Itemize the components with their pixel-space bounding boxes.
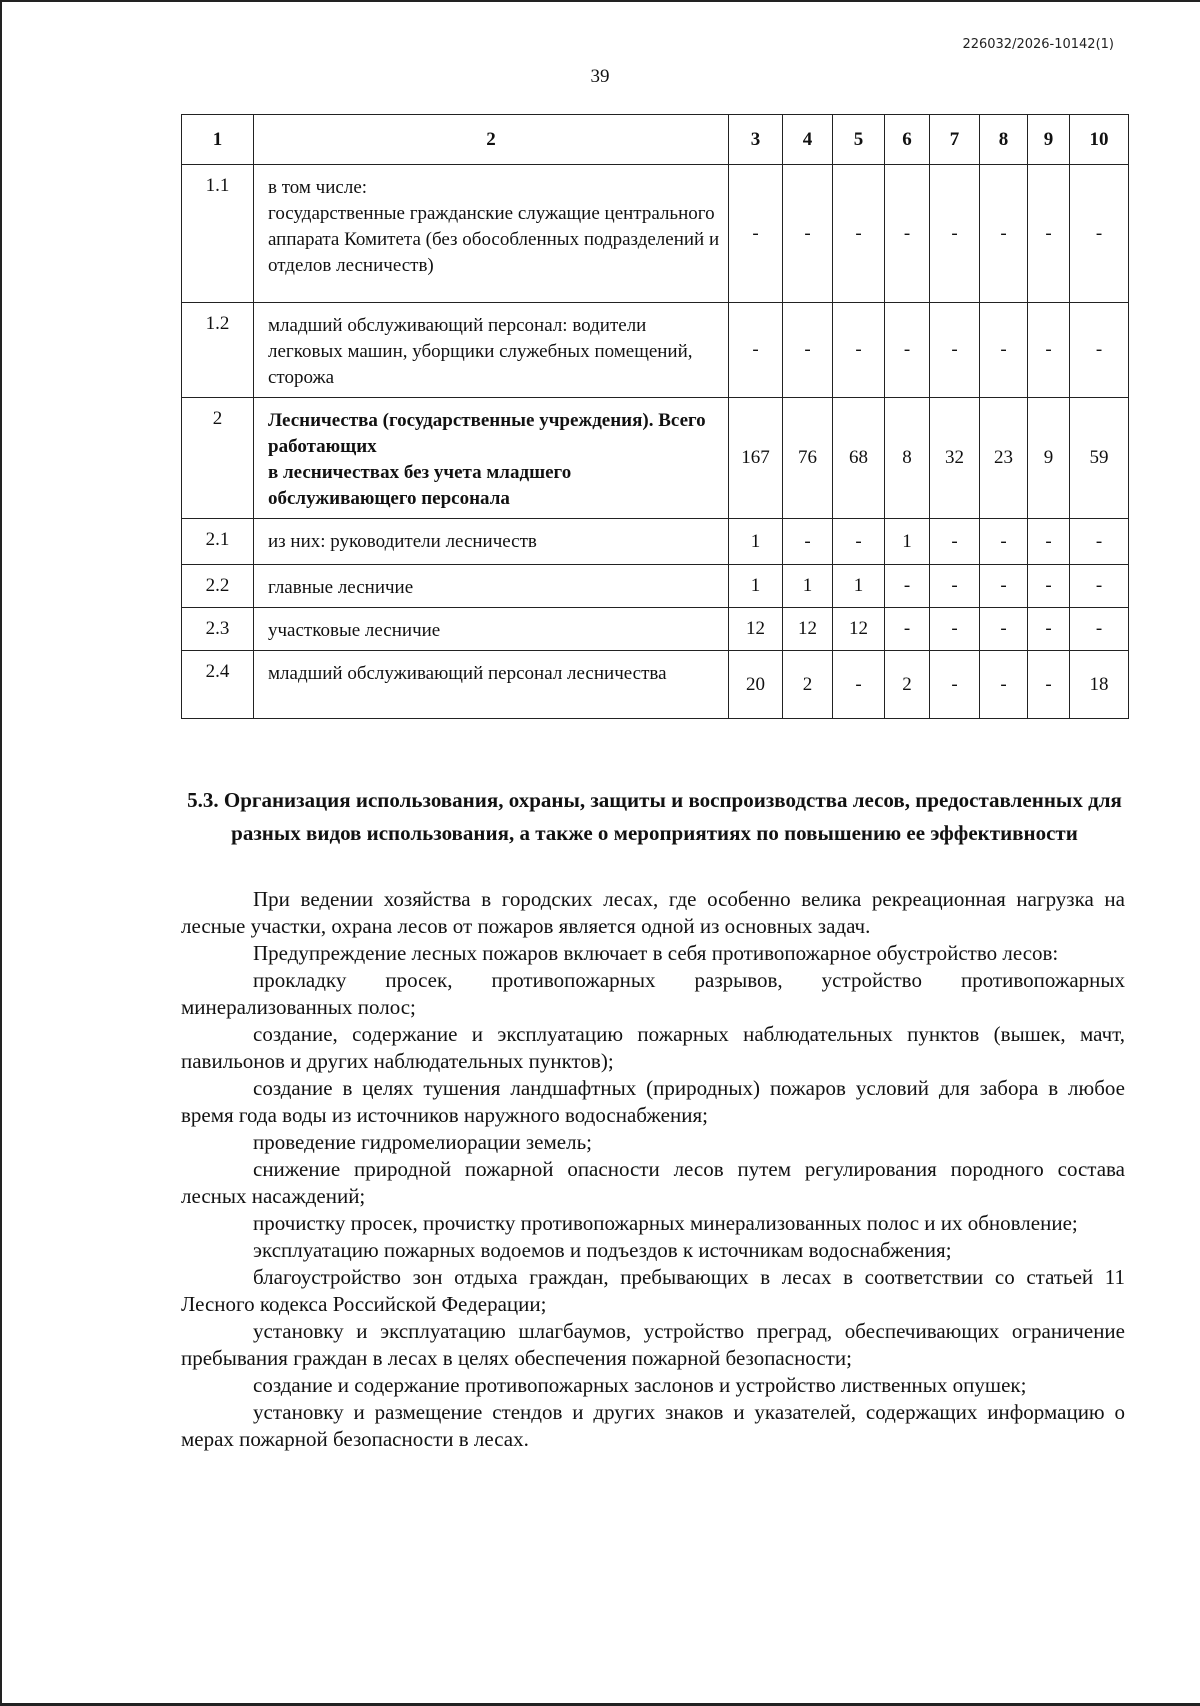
row-value: - [783, 165, 833, 303]
body-text [181, 886, 1125, 1453]
row-value: - [1070, 608, 1129, 651]
row-number: 2.3 [182, 608, 254, 651]
row-number: 1.2 [182, 303, 254, 398]
row-value: - [1028, 519, 1070, 565]
row-value: - [930, 565, 980, 608]
page-border-left [0, 0, 2, 1706]
column-header: 4 [783, 115, 833, 165]
row-value: 1 [729, 565, 783, 608]
row-value: - [1070, 303, 1129, 398]
table-row [182, 651, 1129, 719]
row-value: - [885, 303, 930, 398]
row-number: 2 [182, 398, 254, 519]
row-value: 59 [1070, 398, 1129, 519]
row-description: участковые лесничие [254, 608, 729, 651]
row-value: - [980, 519, 1028, 565]
row-value: 9 [1028, 398, 1070, 519]
row-value: 2 [885, 651, 930, 719]
row-number: 2.4 [182, 651, 254, 719]
page-border-top [0, 0, 1200, 2]
row-value: 18 [1070, 651, 1129, 719]
row-value: - [729, 165, 783, 303]
row-value: - [930, 608, 980, 651]
row-value: 12 [783, 608, 833, 651]
document-id: 226032/2026-10142(1) [962, 37, 1114, 52]
row-value: - [1028, 608, 1070, 651]
row-value: - [930, 165, 980, 303]
paragraph: создание, содержание и эксплуатацию пожарных наблюдательных пунктов (вышек, мачт, павильонов и других наблюдательных пунктов); [181, 1022, 1125, 1073]
row-value: - [1070, 165, 1129, 303]
row-value: - [1070, 565, 1129, 608]
row-value: - [833, 651, 885, 719]
row-description: младший обслуживающий персонал лесничества [254, 651, 729, 719]
row-description: младший обслуживающий персонал: водители легковых машин, уборщики служебных помещений, сторожа [254, 303, 729, 398]
row-value: - [783, 519, 833, 565]
row-value: 1 [729, 519, 783, 565]
row-value: - [833, 519, 885, 565]
table-row [182, 165, 1129, 303]
row-value: - [1028, 565, 1070, 608]
row-number: 2.1 [182, 519, 254, 565]
row-value: - [885, 608, 930, 651]
row-value: - [833, 165, 885, 303]
row-description: в том числе: государственные гражданские служащие центрального аппарата Комитета (без обособленных подразделений и отделов лесничеств) [254, 165, 729, 303]
row-value: - [930, 519, 980, 565]
row-description: Лесничества (государственные учреждения). Всего работающих в лесничествах без учета младшего обслуживающего персонала [254, 398, 729, 519]
row-value: 12 [833, 608, 885, 651]
row-value: - [980, 608, 1028, 651]
row-value: 167 [729, 398, 783, 519]
row-value: - [1028, 651, 1070, 719]
row-value: - [930, 651, 980, 719]
table-row [182, 565, 1129, 608]
column-header: 3 [729, 115, 783, 165]
paragraph: создание в целях тушения ландшафтных (природных) пожаров условий для забора в любое время года воды из источников наружного водоснабжения; [181, 1076, 1125, 1127]
column-header: 6 [885, 115, 930, 165]
row-value: - [885, 165, 930, 303]
row-value: 1 [833, 565, 885, 608]
row-value: 23 [980, 398, 1028, 519]
paragraph: проведение гидромелиорации земель; [253, 1130, 592, 1154]
column-header: 2 [254, 115, 729, 165]
row-value: - [1070, 519, 1129, 565]
row-description: главные лесничие [254, 565, 729, 608]
row-value: - [1028, 303, 1070, 398]
row-value: - [783, 303, 833, 398]
paragraph: прочистку просек, прочистку противопожарных минерализованных полос и их обновление; [253, 1211, 1078, 1235]
row-value: - [885, 565, 930, 608]
row-value: 76 [783, 398, 833, 519]
row-number: 1.1 [182, 165, 254, 303]
row-value: - [930, 303, 980, 398]
row-value: 20 [729, 651, 783, 719]
row-value: 1 [885, 519, 930, 565]
row-value: 12 [729, 608, 783, 651]
table-row [182, 398, 1129, 519]
column-header: 5 [833, 115, 885, 165]
column-header: 1 [182, 115, 254, 165]
row-value: - [980, 303, 1028, 398]
paragraph: установку и размещение стендов и других знаков и указателей, содержащих информацию о мерах пожарной безопасности в лесах. [181, 1400, 1125, 1451]
paragraph: эксплуатацию пожарных водоемов и подъездов к источникам водоснабжения; [253, 1238, 952, 1262]
paragraph: При ведении хозяйства в городских лесах, где особенно велика рекреационная нагрузка на лесные участки, охрана лесов от пожаров является одной из основных задач. [181, 887, 1125, 938]
row-value: 1 [783, 565, 833, 608]
table-row [182, 608, 1129, 651]
row-value: - [729, 303, 783, 398]
staff-table [181, 114, 1129, 719]
column-header: 9 [1028, 115, 1070, 165]
column-header: 7 [930, 115, 980, 165]
paragraph: создание и содержание противопожарных заслонов и устройство лиственных опушек; [253, 1373, 1027, 1397]
paragraph: прокладку просек, противопожарных разрывов, устройство противопожарных минерализованных полос; [181, 968, 1125, 1019]
row-value: - [980, 165, 1028, 303]
row-value: - [1028, 165, 1070, 303]
paragraph: благоустройство зон отдыха граждан, пребывающих в лесах в соответствии со статьей 11 Лесного кодекса Российской Федерации; [181, 1265, 1125, 1316]
row-value: 8 [885, 398, 930, 519]
table-body [182, 165, 1129, 719]
row-value: 68 [833, 398, 885, 519]
row-value: - [980, 651, 1028, 719]
row-number: 2.2 [182, 565, 254, 608]
row-value: - [980, 565, 1028, 608]
column-header: 10 [1070, 115, 1129, 165]
table-row [182, 303, 1129, 398]
row-value: 32 [930, 398, 980, 519]
row-value: 2 [783, 651, 833, 719]
paragraph: установку и эксплуатацию шлагбаумов, устройство преград, обеспечивающих ограничение пребывания граждан в лесах в целях обеспечения пожарной безопасности; [181, 1319, 1125, 1370]
paragraph: снижение природной пожарной опасности лесов путем регулирования породного состава лесных насаждений; [181, 1157, 1125, 1208]
section-title: 5.3. Организация использования, охраны, защиты и воспроизводства лесов, предоставленных для разных видов использования, а также о мероприятиях по повышению ее эффективности [187, 788, 1122, 845]
row-value: - [833, 303, 885, 398]
paragraph: Предупреждение лесных пожаров включает в себя противопожарное обустройство лесов: [253, 941, 1059, 965]
table-header-row [182, 115, 1129, 165]
table-row [182, 519, 1129, 565]
column-header: 8 [980, 115, 1028, 165]
page-number: 39 [590, 66, 610, 87]
row-description: из них: руководители лесничеств [254, 519, 729, 565]
